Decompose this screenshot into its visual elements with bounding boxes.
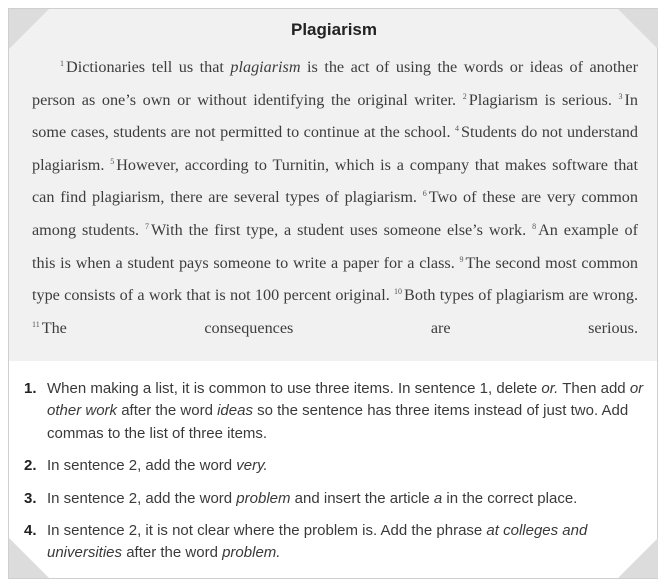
question-text: In sentence 2, it is not clear where the problem is. Add the phrase — [47, 522, 487, 540]
question-italic-term: very. — [236, 457, 268, 475]
question-text: after the word — [122, 544, 223, 562]
question-number: 4. — [24, 522, 37, 540]
question-text: in the correct place. — [442, 489, 578, 507]
question-number: 1. — [24, 380, 37, 397]
question-number: 2. — [24, 457, 37, 475]
sentence-number: 2 — [462, 91, 467, 101]
question-text: In sentence 2, add the word — [47, 489, 237, 507]
sentence-text: is the act of using the words or ideas of another person as one’s own or without identifying the original writer. — [32, 58, 638, 109]
question-italic-term: a — [433, 489, 443, 507]
sentence-number: 11 — [32, 319, 40, 329]
sentence-number: 1 — [60, 59, 64, 68]
sentence-text: Dictionaries tell us that — [66, 58, 231, 76]
italic-term: plagiarism — [230, 58, 301, 76]
passage-text — [32, 51, 638, 344]
question-italic-term: ideas — [217, 402, 253, 420]
sentence-number: 3 — [618, 91, 623, 101]
sentence-text: The second most common type consists of a work that is not 100 percent original. — [32, 253, 639, 305]
question-item — [24, 488, 650, 510]
sentence-text: Plagiarism is serious. — [468, 90, 619, 109]
question-text: and insert the article — [290, 489, 434, 507]
sentence-text: Students do not understand plagiarism. — [32, 123, 638, 174]
sentence-number: 6 — [422, 189, 427, 199]
sentence-number: 9 — [459, 254, 464, 264]
question-italic-term: problem. — [222, 544, 281, 562]
question-number: 3. — [24, 489, 37, 507]
sentence-text: With the first type, a student uses someone else’s work. — [150, 220, 533, 239]
sentence-text: In some cases, students are not permitted to continue at the school. — [32, 90, 638, 142]
passage-title: Plagiarism — [291, 20, 377, 39]
question-item — [24, 378, 650, 445]
sentence-number: 10 — [394, 287, 403, 297]
question-italic-term: at colleges and universities — [47, 522, 588, 562]
sentence-number: 4 — [454, 124, 459, 134]
sentence-number: 7 — [144, 221, 149, 231]
sentence-number: 5 — [110, 156, 115, 166]
sentence-text: Both types of plagiarism are wrong. — [404, 286, 639, 305]
sentence-text: The consequences are serious. — [41, 318, 638, 337]
question-text: When making a list, it is common to use three items. In sentence 1, delete — [47, 380, 542, 397]
question-italic-term: problem — [236, 489, 291, 507]
passage-paragraph — [32, 51, 638, 344]
question-item — [24, 455, 650, 477]
question-item — [24, 520, 650, 565]
question-text: after the word — [117, 402, 218, 420]
question-italic-term: or. — [541, 380, 559, 397]
sentence-number: 8 — [532, 221, 537, 231]
question-text: In sentence 2, add the word — [47, 457, 237, 475]
sentence-text: However, according to Turnitin, which is a company that makes software that can find plagiarism, there are several types of plagiarism. — [32, 155, 638, 207]
question-text: Then add — [558, 380, 630, 397]
sentence-text: An example of this is when a student pays someone to write a paper for a class. — [32, 220, 638, 272]
revision-questions-list — [24, 378, 650, 575]
question-italic-term: or other work — [47, 380, 644, 420]
sentence-text: Two of these are very common among students. — [32, 188, 638, 239]
question-text: so the sentence has three items instead of just two. Add commas to the list of three items. — [47, 402, 629, 442]
